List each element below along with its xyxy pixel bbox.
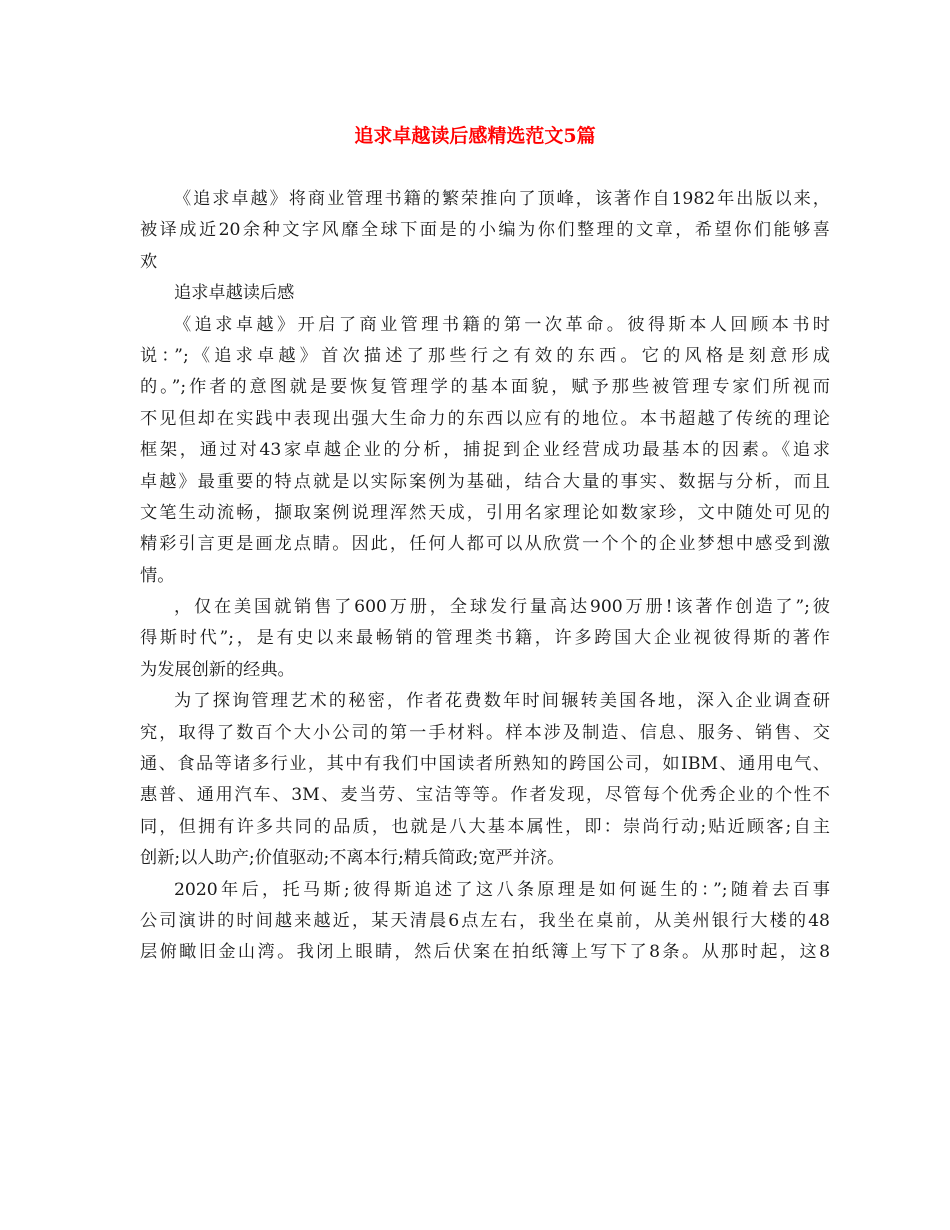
text-line: 情。 (140, 565, 175, 586)
text-line: 卓越》最重要的特点就是以实际案例为基础，结合大量的事实、数据与分析，而且 (140, 471, 830, 492)
text-line: 说：”;《追求卓越》首次描述了那些行之有效的东西。它的风格是刻意形成 (140, 345, 830, 366)
text-line: 精彩引言更是画龙点睛。因此，任何人都可以从欣赏一个个的企业梦想中感受到激 (140, 534, 830, 555)
text-line: 为了探询管理艺术的秘密，作者花费数年时间辗转美国各地，深入企业调查研 (174, 691, 830, 712)
text-line: 究，取得了数百个大小公司的第一手材料。样本涉及制造、信息、服务、销售、交 (140, 722, 830, 743)
text-line: 《追求卓越》开启了商业管理书籍的第一次革命。彼得斯本人回顾本书时 (174, 314, 830, 335)
text-line: 得斯时代”;，是有史以来最畅销的管理类书籍，许多跨国大企业视彼得斯的著作 (140, 628, 830, 649)
text-line: 同，但拥有许多共同的品质，也就是八大基本属性，即：崇尚行动;贴近顾客;自主 (140, 816, 830, 837)
text-line: 欢 (140, 251, 158, 272)
text-line: 公司演讲的时间越来越近，某天清晨6点左右，我坐在桌前，从美州银行大楼的48 (140, 910, 830, 931)
text-line: 为发展创新的经典。 (140, 659, 295, 680)
text-line: 2020年后，托马斯;彼得斯追述了这八条原理是如何诞生的：”;随着去百事 (174, 879, 830, 900)
document-body (140, 184, 830, 969)
text-line: 框架，通过对43家卓越企业的分析，捕捉到企业经营成功最基本的因素。《追求 (140, 440, 830, 461)
document-title: 追求卓越读后感精选范文5篇 (354, 125, 596, 147)
text-line: 层俯瞰旧金山湾。我闭上眼睛，然后伏案在拍纸簿上写下了8条。从那时起，这8 (140, 942, 830, 963)
text-line: 创新;以人助产;价值驱动;不离本行;精兵简政;宽严并济。 (140, 848, 565, 869)
section-heading: 追求卓越读后感 (174, 283, 295, 304)
text-line: 不见但却在实践中表现出强大生命力的东西以应有的地位。本书超越了传统的理论 (140, 408, 830, 429)
text-line: ，仅在美国就销售了600万册，全球发行量高达900万册!该著作创造了”;彼 (174, 597, 830, 618)
text-line: 通、食品等诸多行业，其中有我们中国读者所熟知的跨国公司，如IBM、通用电气、 (140, 754, 830, 775)
text-line: 文笔生动流畅，撷取案例说理浑然天成，引用名家理论如数家珍，文中随处可见的 (140, 502, 830, 523)
text-line: 被译成近20余种文字风靡全球下面是的小编为你们整理的文章，希望你们能够喜 (140, 220, 830, 241)
text-line: 《追求卓越》将商业管理书籍的繁荣推向了顶峰，该著作自1982年出版以来， (174, 189, 830, 209)
text-line: 的。”;作者的意图就是要恢复管理学的基本面貌，赋予那些被管理专家们所视而 (140, 377, 830, 398)
text-line: 惠普、通用汽车、3M、麦当劳、宝洁等等。作者发现，尽管每个优秀企业的个性不 (140, 785, 830, 806)
